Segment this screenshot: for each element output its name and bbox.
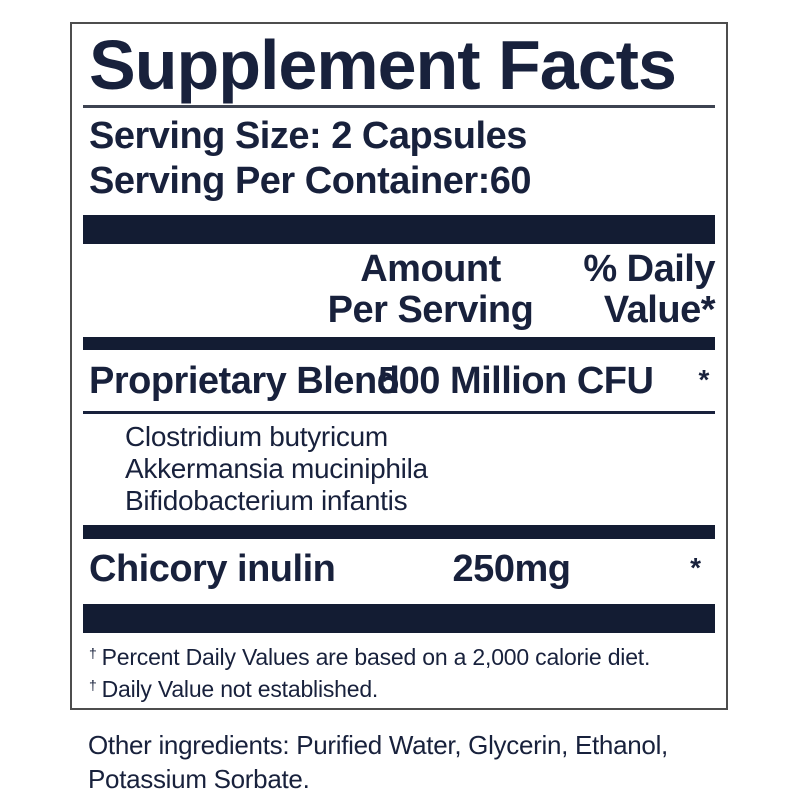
proprietary-blend-divider	[83, 411, 715, 414]
proprietary-blend-daily-value: *	[698, 363, 710, 395]
daily-value-header-line2: Value*	[603, 288, 715, 331]
divider-bar-footnotes-top	[83, 604, 715, 633]
footnote-daily-values-text: Percent Daily Values are based on a 2,000 calorie diet.	[101, 644, 651, 671]
footnote-daily-values	[89, 642, 715, 674]
footnotes	[89, 642, 715, 705]
daily-value-header-line1: % Daily	[583, 247, 715, 290]
blend-ingredient: Clostridium butyricum	[125, 420, 388, 452]
footnote-not-established	[89, 674, 715, 706]
proprietary-blend-name: Proprietary Blend	[89, 359, 400, 402]
column-headers	[83, 249, 715, 331]
chicory-inulin-amount: 250mg	[452, 548, 571, 591]
blend-ingredient: Bifidobacterium infantis	[125, 484, 408, 516]
chicory-inulin-daily-value: *	[690, 552, 701, 584]
blend-ingredient-list	[125, 421, 715, 518]
divider-bar-header-top	[83, 215, 715, 244]
divider-bar-header-bottom	[83, 337, 715, 350]
chicory-inulin-row	[83, 550, 715, 590]
blend-ingredient: Akkermansia muciniphila	[125, 452, 428, 484]
amount-header-line1: Amount	[360, 247, 501, 290]
amount-header-line2: Per Serving	[327, 288, 534, 331]
other-ingredients-text: Other ingredients: Purified Water, Glycerin, Ethanol, Potassium Sorbate.	[88, 730, 668, 795]
title-divider	[83, 105, 715, 108]
dagger-icon: †	[89, 645, 97, 662]
divider-bar-blend-bottom	[83, 525, 715, 539]
serving-size-text: Serving Size: 2 Capsules	[89, 115, 527, 157]
daily-value-header	[553, 249, 715, 331]
proprietary-blend-row	[83, 359, 715, 402]
proprietary-blend-amount: 500 Million CFU	[378, 359, 654, 402]
amount-per-serving-header	[308, 249, 553, 331]
servings-per-container-text: Serving Per Container:60	[89, 159, 532, 202]
footnote-not-established-text: Daily Value not established.	[101, 675, 379, 702]
supplement-facts-panel	[70, 22, 728, 710]
chicory-inulin-name: Chicory inulin	[89, 548, 336, 591]
dagger-icon: †	[89, 676, 97, 693]
panel-title: Supplement Facts	[89, 26, 676, 104]
serving-info	[89, 114, 715, 204]
